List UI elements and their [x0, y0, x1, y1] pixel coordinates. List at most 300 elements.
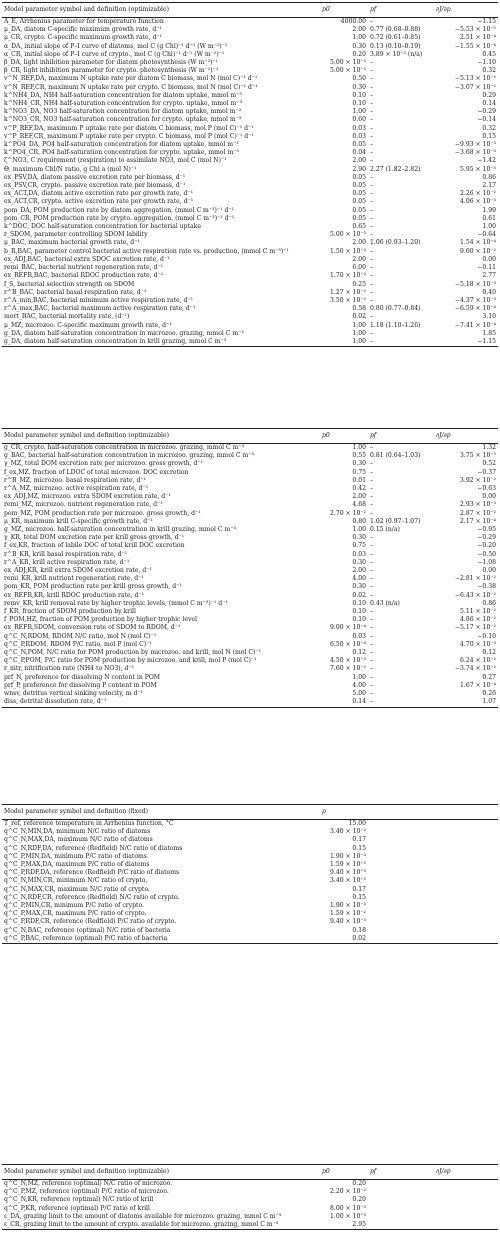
parameter-definition-cell: ε_CR, grazing limit to the amount of crypto. available for microzoo. grazing, mmol C m⁻³ [2, 1221, 320, 1230]
parameter-definition-cell: r^A_max,BAC, bacterial maximum active respiration rate, d⁻¹ [4, 305, 196, 313]
parameter-definition-cell: q^C_P,MIN,CR, minimum P/C ratio of crypto. [4, 902, 144, 910]
empty-cell [434, 910, 498, 918]
parameter-definition-cell: k^PO4_DA, PO4 half-saturation concentration for diatom uptake, mmol m⁻³ [4, 141, 239, 149]
table-row [2, 1188, 498, 1196]
optimized-value-cell: – [370, 616, 374, 624]
empty-cell [368, 877, 434, 885]
sensitivity-cell: 0.00 [482, 567, 496, 575]
empty-cell [434, 1196, 498, 1204]
parameter-definition-cell: v^P_REF,DA, maximum P uptake rate per diatom C biomass, mol P (mol C)⁻¹ d⁻¹ [4, 124, 254, 132]
empty-cell [368, 820, 434, 829]
initial-value-cell: 0.20 [352, 50, 366, 58]
parameter-definition-cell: q^C_P,BAC, reference (optimal) P/C ratio of bacteria [2, 935, 320, 944]
empty-cell [368, 861, 434, 869]
table-row [2, 600, 498, 608]
optimized-value-cell: 0.72 (0.61–0.85) [370, 34, 421, 42]
parameter-definition-cell: r^A_min,BAC, bacterial minimum active respiration rate, d⁻¹ [4, 296, 194, 304]
empty-cell [368, 1213, 434, 1221]
sensitivity-cell: 0.00 [482, 493, 496, 501]
col-header-p: p [320, 805, 368, 820]
optimized-value-cell: 1.06 (0.93–1.20) [370, 239, 421, 247]
parameter-definition-cell: wnsv, detritus vertical sinking velocity, m d⁻¹ [4, 690, 144, 698]
empty-cell [368, 918, 434, 926]
optimized-value-cell: – [368, 338, 434, 347]
table-row [2, 133, 498, 141]
parameter-definition-cell: α_DA, initial slope of P–I curve of diatoms, mol C (g Chl)⁻¹ d⁻¹ (W m⁻²)⁻¹ [4, 42, 228, 50]
table-row [2, 828, 498, 836]
table-row [2, 157, 498, 165]
sensitivity-cell: 2.51 × 10⁻⁴ [460, 34, 496, 42]
table-row [2, 592, 498, 600]
initial-value-cell: 0.05 [352, 206, 366, 214]
table-row [2, 141, 498, 149]
parameter-definition-cell: r_SDOM, parameter controlling SDOM lability [4, 231, 148, 239]
optimized-value-cell: – [370, 173, 374, 181]
sensitivity-cell: −6.43 × 10⁻² [454, 591, 496, 599]
sensitivity-cell: −5.53 × 10⁻⁵ [454, 26, 496, 34]
sensitivity-cell: 0.29 [482, 91, 496, 99]
table-row [2, 559, 498, 567]
table-row [2, 444, 498, 453]
sensitivity-cell: −1.08 [477, 558, 496, 566]
parameter-definition-cell: remi_MZ, microzoo. nutrient regeneration rate, d⁻¹ [4, 501, 163, 509]
table-row [2, 67, 498, 75]
optimized-value-cell: 0.77 (0.68–0.88) [370, 26, 421, 34]
fixed-parameters-table [2, 804, 498, 944]
optimized-value-cell: – [370, 558, 374, 566]
optimized-value-cell: – [370, 624, 374, 632]
table-row [2, 698, 498, 707]
table-row [2, 26, 498, 34]
table-row [2, 281, 498, 289]
optimized-value-cell: – [370, 83, 374, 91]
col-header-definition: Model parameter symbol and definition (fixed) [2, 805, 320, 820]
initial-value-cell: 0.01 [352, 476, 366, 484]
parameter-definition-cell: μ_MZ, microzoo. C-specific maximum growth rate, d⁻¹ [4, 321, 172, 329]
sensitivity-cell: −7.41 × 10⁻⁴ [454, 321, 496, 329]
empty-cell [434, 1213, 498, 1221]
initial-value-cell: 0.10 [352, 100, 366, 108]
table-row [2, 469, 498, 477]
initial-value-cell: 2.00 [352, 157, 366, 165]
optimized-value-cell: – [370, 550, 374, 558]
empty-cell [368, 836, 434, 844]
empty-cell [434, 853, 498, 861]
optimized-value-cell: – [370, 157, 374, 165]
table-row [2, 665, 498, 673]
parameter-definition-cell: g_DA, diatom half-saturation concentration in microzoo. grazing, mmol C m⁻³ [4, 329, 244, 337]
parameter-definition-cell: q^C_N,POM, N/C ratio for POM production by microzoo. and krill, mol N (mol C)⁻¹ [4, 649, 262, 657]
optimized-value-cell: – [370, 468, 374, 476]
initial-value-cell: 0.30 [352, 583, 366, 591]
parameter-definition-cell: ex_ADJ,BAC, bacterial extra SDOC excretion rate, d⁻¹ [4, 255, 170, 263]
sensitivity-cell: −2.81 × 10⁻² [454, 575, 496, 583]
sensitivity-cell: −5.18 × 10⁻³ [454, 280, 496, 288]
optimized-value-cell: – [370, 640, 374, 648]
parameter-definition-cell: q^C_N,RDF,DA, reference (Redfield) N/C ratio of diatoms [4, 844, 183, 852]
optimized-value-cell: – [370, 608, 374, 616]
parameter-definition-cell: pom_KR, POM production rate per krill gross growth, d⁻¹ [4, 583, 182, 591]
initial-value-cell: 0.75 [352, 468, 366, 476]
parameter-definition-cell: q^C_N,RDOM, RDOM N/C ratio, mol N (mol C)⁻¹ [4, 632, 157, 640]
initial-value-cell: 4.00 [352, 575, 366, 583]
table-row [2, 149, 498, 157]
parameter-definition-cell: g_BAC, bacterial half-saturation concentration in microzoo. grazing, mmol C m⁻³ [4, 452, 254, 460]
table-row [2, 125, 498, 133]
parameter-definition-cell: k^NH4_DA, NH4 half-saturation concentration for diatom uptake, mmol m⁻³ [4, 91, 242, 99]
optimized-value-cell: 0.43 (n/a) [370, 599, 400, 607]
col-header-p0: p0 [320, 3, 368, 18]
empty-cell [434, 886, 498, 894]
parameter-definition-cell: v^N_REF,CR, maximum N uptake rate per crypto. C biomass, mol N (mol C)⁻¹ d⁻¹ [4, 83, 258, 91]
optimized-value-cell: – [370, 509, 374, 517]
optimized-value-cell: – [370, 18, 374, 25]
table-row [2, 182, 498, 190]
table-row [2, 624, 498, 632]
parameter-definition-cell: f_ex,MZ, fraction of LDOC of total microzoo. DOC excretion [4, 468, 189, 476]
fixed-value-cell: 0.15 [352, 893, 366, 901]
table-row [2, 641, 498, 649]
initial-value-cell: 0.65 [352, 223, 366, 231]
parameter-definition-cell: k^NO3_CR, NO3 half-saturation concentration for crypto. uptake, mmol m⁻³ [4, 116, 242, 124]
initial-value-cell: 2.00 [352, 26, 366, 34]
optimized-value-cell: – [370, 231, 374, 239]
empty-cell [434, 869, 498, 877]
initial-value-cell: 1.27 × 10⁻² [330, 288, 366, 296]
parameter-definition-cell: r^A_KR, krill active respiration rate, d⁻¹ [4, 558, 130, 566]
fixed-value-cell: 0.17 [352, 836, 366, 844]
parameter-definition-cell: q^C_N,MIN,DA, minimum N/C ratio of diatoms [4, 828, 151, 836]
optimized-value-cell: – [370, 567, 374, 575]
table-row [2, 248, 498, 256]
optimized-value-cell: – [370, 100, 374, 108]
optimized-value-cell: – [370, 59, 374, 67]
parameter-definition-cell: pom_MZ, POM production rate per microzoo. gross growth, d⁻¹ [4, 509, 201, 517]
initial-value-cell: 8.00 × 10⁻³ [330, 1204, 366, 1212]
parameter-definition-cell: q^C_P,MIN,DA, minimum P/C ratio of diatoms [4, 852, 147, 860]
table-row [2, 918, 498, 926]
initial-value-cell: 0.03 [352, 632, 366, 640]
parameter-definition-cell: remv_KR, krill removal rate by higher trophic levels, (mmol C m⁻³)⁻¹ d⁻¹ [4, 599, 228, 607]
initial-value-cell: 0.04 [352, 149, 366, 157]
table-row [2, 674, 498, 682]
table-row [2, 485, 498, 493]
optimized-value-cell: – [370, 141, 374, 149]
parameter-definition-cell: r^B_MZ, microzoo. basal respiration rate, d⁻¹ [4, 476, 147, 484]
initial-value-cell: 0.30 [352, 83, 366, 91]
parameter-definition-cell: r^B_KR, krill basal respiration rate, d⁻¹ [4, 550, 128, 558]
col-header-pf: pf [368, 429, 434, 444]
sensitivity-cell: 0.15 [482, 132, 496, 140]
optimized-value-cell: – [370, 673, 374, 681]
initial-value-cell: 0.25 [352, 280, 366, 288]
sensitivity-cell: 2.87 × 10⁻² [460, 509, 496, 517]
parameter-definition-cell: q^C_P,RDF,DA, reference (Redfield) P/C ratio of diatoms [4, 869, 180, 877]
empty-cell [368, 853, 434, 861]
table-row [2, 886, 498, 894]
initial-value-cell: 0.05 [352, 190, 366, 198]
sensitivity-cell: −0.64 [477, 231, 496, 239]
sensitivity-cell: −3.07 × 10⁻² [454, 83, 496, 91]
initial-value-cell: 5.00 × 10⁻³ [330, 59, 366, 67]
initial-value-cell: 1.00 [352, 34, 366, 42]
initial-value-cell: 2.00 [352, 255, 366, 263]
parameter-definition-cell: k^PO4_CR, PO4 half-saturation concentration for crypto. uptake, mmol m⁻³ [4, 149, 239, 157]
parameter-definition-cell: μ_BAC, maximum bacterial growth rate, d⁻¹ [4, 239, 140, 247]
optimized-value-cell: – [370, 288, 374, 296]
optimized-value-cell: 1.18 (1.10–1.26) [370, 321, 421, 329]
optimized-value-cell: – [370, 149, 374, 157]
initial-value-cell: 0.10 [352, 616, 366, 624]
table-row [2, 289, 498, 297]
optimized-value-cell: – [370, 460, 374, 468]
empty-cell [434, 836, 498, 844]
optimized-value-cell: 0.13 (0.10–0.19) [370, 42, 421, 50]
initial-value-cell: 2.95 [320, 1221, 368, 1230]
table-row [2, 166, 498, 174]
optimized-value-cell: – [370, 91, 374, 99]
initial-value-cell: 0.50 [352, 75, 366, 83]
sensitivity-cell: 0.12 [482, 649, 496, 657]
initial-value-cell: 0.58 [352, 305, 366, 313]
parameter-definition-cell: f_S, bacterial selection strength on SDOM [4, 280, 135, 288]
initial-value-cell: 0.10 [352, 599, 366, 607]
sensitivity-cell: −1.10 [477, 59, 496, 67]
optimized-value-cell: – [370, 444, 374, 451]
optimized-value-cell: 1.02 (0.97–1.07) [370, 517, 421, 525]
sensitivity-cell: 0.27 [482, 673, 496, 681]
sensitivity-cell: −0.95 [477, 526, 496, 534]
initial-value-cell: 1.00 × 10⁻³ [330, 1212, 366, 1220]
table-row [2, 845, 498, 853]
fixed-value-cell: 1.59 × 10⁻² [330, 910, 366, 918]
initial-value-cell: 0.02 [352, 591, 366, 599]
table-row [2, 1205, 498, 1213]
parameter-definition-cell: β_DA, light inhibition parameter for diatom photosynthesis (W m⁻²)⁻¹ [4, 59, 219, 67]
sensitivity-cell: −1.15 [477, 18, 496, 25]
sensitivity-cell: 1.67 × 10⁻⁴ [460, 681, 496, 689]
parameter-definition-cell: v^P_REF,CR, maximum P uptake rate per crypto. C biomass, mol P (mol C)⁻¹ d⁻¹ [4, 132, 254, 140]
table-row [2, 207, 498, 215]
empty-cell [368, 910, 434, 918]
table-row [2, 608, 498, 616]
sensitivity-cell: 4.86 × 10⁻² [460, 616, 496, 624]
parameter-definition-cell: r^B_BAC, bacterial basal respiration rate, d⁻¹ [4, 288, 147, 296]
initial-value-cell: 6.00 [352, 264, 366, 272]
fixed-value-cell: 1.90 × 10⁻³ [330, 902, 366, 910]
sensitivity-cell: −3.68 × 10⁻³ [454, 149, 496, 157]
parameter-definition-cell: q^C_P,RDF,CR, reference (Redfield) P/C ratio of crypto. [4, 918, 177, 926]
initial-value-cell: 0.02 [352, 313, 366, 321]
empty-cell [368, 1188, 434, 1196]
initial-value-cell: 4.00 [352, 681, 366, 689]
empty-cell [434, 894, 498, 902]
parameter-definition-cell: ex_PSV,DA, diatom passive excretion rate per biomass, d⁻¹ [4, 173, 186, 181]
table-row [2, 616, 498, 624]
empty-cell [368, 902, 434, 910]
table-header-row [2, 429, 498, 444]
optimized-value-cell: – [370, 116, 374, 124]
empty-cell [434, 1205, 498, 1213]
sensitivity-cell: 9.60 × 10⁻² [460, 247, 496, 255]
parameter-definition-cell: b_R,BAC, parameter control bacterial active respiration rate vs. production, (mmol C m⁻³)⁻¹ [4, 247, 289, 255]
empty-cell [434, 828, 498, 836]
parameter-definition-cell: pom_DA, POM production rate by diatom aggregation, (mmol C m⁻³)⁻¹ d⁻¹ [4, 206, 235, 214]
initial-value-cell: 4.50 × 10⁻³ [330, 657, 366, 665]
col-header-sensitivity: ∂J/∂p [434, 1165, 498, 1180]
table-row [2, 313, 498, 321]
initial-value-cell: 0.30 [352, 534, 366, 542]
initial-value-cell: 2.70 × 10⁻² [330, 509, 366, 517]
table-row [2, 861, 498, 869]
table-row [2, 649, 498, 657]
sensitivity-cell: 0.32 [482, 67, 496, 75]
table-row [2, 75, 498, 83]
parameter-definition-cell: v^N_REF,DA, maximum N uptake rate per diatom C biomass, mol N (mol C)⁻¹ d⁻¹ [4, 75, 258, 83]
optimized-value-cell: – [370, 657, 374, 665]
empty-cell [368, 886, 434, 894]
sensitivity-cell: −6.59 × 10⁻⁴ [454, 305, 496, 313]
table-row [2, 682, 498, 690]
optimized-value-cell: – [370, 583, 374, 591]
sensitivity-cell: −1.42 [477, 157, 496, 165]
sensitivity-cell: 1.85 [482, 329, 496, 337]
sensitivity-cell: 1.54 × 10⁻⁴ [460, 239, 496, 247]
parameter-definition-cell: g_CR, crypto. half-saturation concentration in microzoo. grazing, mmol C m⁻³ [4, 444, 245, 451]
table-row [2, 567, 498, 575]
table-row [2, 198, 498, 206]
initial-value-cell: 0.05 [352, 173, 366, 181]
parameter-definition-cell: q^C_P,MAX,DA, maximum P/C ratio of diatoms [4, 861, 150, 869]
initial-value-cell: 0.10 [352, 608, 366, 616]
initial-value-cell: 0.10 [352, 91, 366, 99]
empty-cell [434, 845, 498, 853]
table-row [2, 690, 498, 698]
parameter-definition-cell: ex_REFR,KR, krill RDOC production rate, d⁻¹ [4, 591, 145, 599]
optimized-value-cell: – [370, 690, 374, 698]
sensitivity-cell: 0.61 [482, 214, 496, 222]
sensitivity-cell: −0.29 [477, 534, 496, 542]
initial-value-cell: 0.05 [352, 182, 366, 190]
table-header-row [2, 805, 498, 820]
initial-value-cell: 4.68 [352, 501, 366, 509]
optimized-value-cell: – [370, 214, 374, 222]
optimized-value-cell: – [370, 313, 374, 321]
optimized-value-cell: – [370, 476, 374, 484]
empty-cell [434, 1221, 498, 1230]
sensitivity-cell: 1.99 [482, 206, 496, 214]
optimized-value-cell: 0.81 (0.64–1.03) [370, 452, 421, 460]
optimized-value-cell: – [370, 632, 374, 640]
initial-value-cell: 6.50 × 10⁻⁴ [330, 640, 366, 648]
optimized-value-cell: – [370, 67, 374, 75]
parameter-definition-cell: q^C_N,MAX,CR, maximum N/C ratio of crypto. [4, 885, 150, 893]
table-row [2, 100, 498, 108]
sensitivity-cell: −0.38 [477, 583, 496, 591]
sensitivity-cell: 0.32 [482, 124, 496, 132]
table-header-row [2, 3, 498, 18]
optimized-value-cell: – [370, 493, 374, 501]
initial-value-cell: 0.60 [352, 116, 366, 124]
parameter-definition-cell: ex_ACT,CR, crypto. active excretion rate per growth rate, d⁻¹ [4, 198, 194, 206]
sensitivity-cell: −0.11 [477, 264, 496, 272]
optimized-value-cell: – [370, 649, 374, 657]
initial-value-cell: 1.00 [352, 673, 366, 681]
fixed-value-cell: 15.00 [348, 820, 366, 827]
optimized-value-cell: – [370, 124, 374, 132]
initial-value-cell: 1.00 [352, 526, 366, 534]
table-row [2, 551, 498, 559]
fixed-value-cell: 0.18 [352, 926, 366, 934]
optimized-value-cell: 3.89 × 10⁻² (n/a) [370, 50, 423, 58]
table-row [2, 633, 498, 641]
parameter-definition-cell: q^C_N,MIN,CR, minimum N/C ratio of crypto. [4, 877, 148, 885]
initial-value-cell: 1.00 [352, 321, 366, 329]
parameter-definition-cell: ex_ACT,DA, diatom active excretion rate per growth rate, d⁻¹ [4, 190, 194, 198]
table-row [2, 452, 498, 460]
sensitivity-cell: 0.86 [482, 599, 496, 607]
fixed-value-cell: 3.40 × 10⁻² [330, 828, 366, 836]
table-row [2, 1221, 498, 1230]
table-row [2, 297, 498, 305]
parameter-definition-cell: q^C_P,MZ, reference (optimal) P/C ratio of microzoo. [4, 1188, 169, 1196]
table-row [2, 92, 498, 100]
parameter-definition-cell: ex_ADJ,KR, krill extra SDOM excretion rate, d⁻¹ [4, 567, 152, 575]
parameter-definition-cell: q^C_N,MZ, reference (optimal) N/C ratio of microzoo. [4, 1180, 173, 1187]
optimized-value-cell: – [370, 132, 374, 140]
optimizable-parameters-table-2 [2, 428, 498, 708]
sensitivity-cell: 3.10 [482, 313, 496, 321]
initial-value-cell: 4000.00 [340, 18, 366, 25]
fixed-value-cell: 9.40 × 10⁻³ [330, 918, 366, 926]
table-row [2, 575, 498, 583]
sensitivity-cell: −0.29 [477, 108, 496, 116]
col-header-pf: pf [368, 3, 434, 18]
sensitivity-cell: 5.95 × 10⁻⁵ [460, 165, 496, 173]
table-row [2, 1196, 498, 1204]
table-row [2, 501, 498, 509]
table-row [2, 34, 498, 42]
table-row [2, 330, 498, 338]
table-row [2, 542, 498, 550]
empty-cell [434, 935, 498, 944]
initial-value-cell: 0.80 [352, 517, 366, 525]
initial-value-cell: 0.03 [352, 550, 366, 558]
parameter-definition-cell: r_nitr, nitrification rate (NH4 to NO3), d⁻¹ [4, 665, 135, 673]
table-row [2, 264, 498, 272]
parameter-definition-cell: ζ^NO3, C requirement (respiration) to assimilate NO3, mol C (mol N)⁻¹ [4, 157, 227, 165]
col-header-p0: p0 [320, 1165, 368, 1180]
table-row [2, 493, 498, 501]
sensitivity-cell: −9.93 × 10⁻³ [454, 141, 496, 149]
initial-value-cell: 0.20 [352, 1180, 366, 1187]
initial-value-cell: 3.50 × 10⁻² [330, 296, 366, 304]
empty-cell [434, 918, 498, 926]
parameter-definition-cell: T_ref, reference temperature in Arrhenius function, °C [4, 820, 174, 827]
optimized-value-cell: – [370, 223, 374, 231]
initial-value-cell: 5.00 × 10⁻³ [330, 231, 366, 239]
empty-cell [434, 902, 498, 910]
sensitivity-cell: −5.17 × 10⁻² [454, 624, 496, 632]
table-row [2, 223, 498, 231]
table-row [2, 215, 498, 223]
parameter-definition-cell: γ_MZ, total DOM excretion rate per microzoo. gross growth, d⁻¹ [4, 460, 204, 468]
empty-cell [368, 927, 434, 935]
parameter-definition-cell: prf_P, preference for dissolving P content in POM [4, 681, 157, 689]
sensitivity-cell: −0.10 [477, 632, 496, 640]
optimized-value-cell: – [370, 329, 374, 337]
table-row [2, 869, 498, 877]
